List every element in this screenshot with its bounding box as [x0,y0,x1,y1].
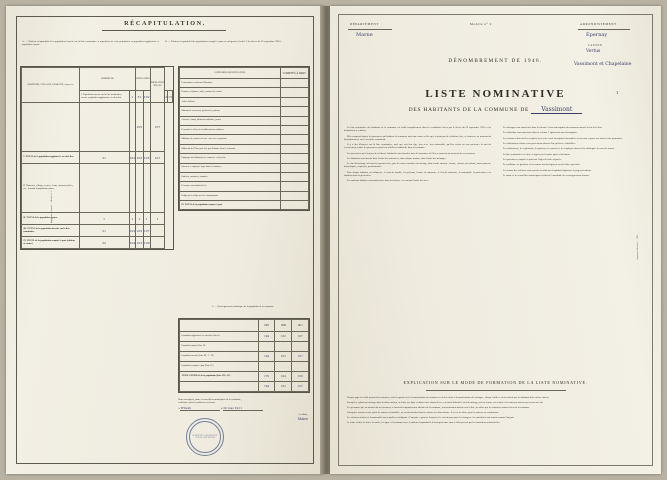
table-cell [79,103,129,152]
stamp-inner: MAIRIE DE VASSIMONT ET CHAPELAINE MARNE [189,421,221,453]
table-row: Population éparse (Part. II) [180,342,259,352]
table-cell: 107 [292,352,309,362]
table-cell [136,164,143,213]
departement-label: DÉPARTEMENT [350,22,379,26]
right-page-side-note: Imprimerie Nationale. — 1946. [637,234,639,260]
table-cell: 15 [168,91,173,103]
instructions-body [344,126,647,366]
table-row [180,382,259,392]
instruction-paragraph: Les indications relatives aux professions doivent être précises et détaillées. [503,142,576,146]
table-statistics [178,318,310,393]
commune-value-header: Vassimont et Chapelaine [574,62,632,67]
tableA-header-population: POPULATION [136,68,151,91]
arrondissement-value: Épernay [586,32,608,38]
tableA-header-localities: COMPTOIRS, VILLAGES, HAMEAUX, écarts, etc. [22,68,80,103]
table-cell [79,164,129,213]
certification-block [178,398,308,421]
table-cell [280,107,308,116]
table-row: Asiles d'aliénés [180,97,281,106]
instruction-paragraph: Le maire et les conseillers municipaux certifient l'exactitude des renseignements fournis. [503,174,590,178]
table-cell [129,164,136,213]
departement-value: Marne [356,32,373,38]
arrondissement-rule [578,29,630,30]
table-cell: 194 [258,352,275,362]
table-cell: 107 [292,332,309,342]
departement-rule [348,29,392,30]
table-row: II. TOTAL de la population éparse [22,213,80,225]
table-cell: 107 [143,225,150,237]
recap-intro-b: B. — Tableau récapitulatif des populations comptée à part ou catégories (Article 3 du décret du 29 septembre 1905). [164,40,282,43]
table-cell [275,362,292,372]
explication-paragraph: Le maire vérifie les listes, les arrête, les signe et les transmet avec le tableau récapitulatif à la sous-préfecture dans le délai prescrit par les instructions ministérielles. [347,421,501,425]
tableC-header-blank [180,320,259,332]
table-cell: 31 [136,91,143,103]
table-cell [129,103,136,152]
table-cell: 104 [275,372,292,382]
table-row: Population inscrite (Part. III + I + II) [180,352,259,362]
table-cell: 105 [136,103,143,152]
table-cell [280,163,308,172]
instruction-paragraph: Les personnes comptées à part font l'objet de listes séparées. [503,158,562,162]
table-cell [292,362,309,372]
signature-value: Maire [297,417,308,421]
table-counted-apart [178,66,310,211]
instruction-paragraph: Les personnes qui n'ont pas de résidence habituelle sont inscrites dans la commune où elles se trouvent au moment du recensement. [347,151,476,155]
table-cell: 107 [150,103,165,152]
instruction-paragraph: Elle comprend toutes les personnes qui habitent la commune ainsi que toutes celles qui, n'ayant pas de résidence fixe, se trouvent, au moment du dénombrement, sur le territoire communal. [344,134,491,141]
table-cell [280,135,308,144]
table-cell [280,191,308,200]
table-row: Militaires des armées de terre et de mer en garnison [180,135,281,144]
table-cell [150,164,165,213]
instruction-paragraph: Pour chaque habitant, on indiquera : le nom de famille, les prénoms, l'année de naissance, le lieu de naissance, la nationalité, la profession et la situation dans la profession. [344,170,491,177]
table-cell [150,237,165,249]
table-row [22,103,80,152]
explication-title: EXPLICATION SUR LE MODE DE FORMATION DE LA LISTE NOMINATIVE. [403,380,588,385]
table-cell: 31 [79,152,129,164]
explication-paragraph: Chaque page de feuille portant deux numéros, celui de gauche sert à la numérotation des maisons et celui de droite à la numérotation des ménages ; chaque feuille ne doit contenir que les habitants d'une même maison. [347,396,549,399]
table-row: Religieux et religieuses des communautés [180,191,281,200]
table-cell: 102 [275,382,292,392]
table-cell [275,342,292,352]
tableA-header-nombre: NOMBRE DE [79,68,136,91]
tableB-total-label: IV. TOTAL de la population comptée à part [180,201,281,210]
table-cell: 194 [258,382,275,392]
table-cell: 107 [292,382,309,392]
table-cell: 1 [136,213,143,225]
instruction-paragraph: Les individus sont numérotés dans la colonne 3 également sans interruption. [503,131,578,135]
table-cell [280,79,308,88]
instruction-paragraph: Les colonnes doivent être remplies avec soin : toute inscription incomplète ou inexacte expose son auteur à des poursuites. [503,136,623,140]
page-title: LISTE NOMINATIVE [425,88,566,100]
table-cell: 109 [143,237,150,249]
table-row: II. Hameaux, villages, fermes, écarts, maisons isolées, etc., formant la population éparse [22,164,80,213]
explication-paragraph: Les personnes qui, au moment du recensement, se trouvent temporairement absentes de la commune, sont néanmoins inscrites sur la liste, de même que les enfants en nourrice hors de la commune. [347,406,530,410]
table-row: Population agglomérée au chef-lieu (Part. I) [180,332,259,342]
table-cell [292,342,309,352]
table-row: Maisons de correction, pénitenciers, prisons [180,107,281,116]
right-page [330,6,661,474]
title-rule [102,30,226,31]
table-row: Ouvriers et employés logés dans les chantiers [180,163,281,172]
explication-paragraph: Les colonnes relatives à la nationalité sont remplies en indiquant « Française » pour les Français et le nom du pays pour les étrangers ; les naturalisés sont inscrits comme Français. [347,416,514,420]
certification-line1: Nous soussignés, maire et conseillers municipaux de la commune, [178,398,242,401]
canton-label: CANTON [588,44,603,47]
table-cell [258,362,275,372]
table-cell: 32 [79,237,129,249]
page-subtitle [330,106,661,113]
left-page-side-note: Imprimerie Nationale. — Modèle n° 2. [51,190,53,224]
table-cell: 107 [150,152,165,164]
instruction-paragraph: Les maisons habitées sont numérotées dans la colonne 1 en suivant l'ordre des rues. [347,179,429,183]
table-row: Bâtiments de l'État ayant leur port d'attache dans la commune [180,144,281,153]
table-cell [143,164,150,213]
subtitle-prefix: DES HABITANTS DE LA COMMUNE DE [408,107,530,113]
table-row: TOTAL GÉNÉRAL de la population (Part. III + IV) [180,372,259,382]
explication-rule [426,390,566,391]
table-row: Pensionnats et maisons d'éducation [180,79,281,88]
tableC-header-1906: 1906 [275,320,292,332]
table-cell: 102 [275,332,292,342]
table-cell [280,172,308,181]
page-number: 1 [616,90,619,95]
instruction-paragraph: La liste nominative des habitants de la commune est établi complètement dans les conditions fixées par le décret du 29 septembre 1905 et les instructions y relatives. [344,126,491,133]
explication-paragraph: Lorsqu'il y a plusieurs ménages dans la même maison, on laisse une ligne en blanc entre chacun d'eux ; on inscrit d'abord le chef du ménage, puis sa femme, ses enfants et les autres personnes qui vivent avec lui. [347,401,544,405]
tableC-caption: C. — Renseignements statistiques de la population de la commune. [212,306,274,308]
tableB-header-categories: CATÉGORIES DE POPULATION. [180,68,281,79]
instruction-paragraph: Les militaires en garnison et les marins inscrits figurent sur des listes spéciales. [503,163,581,167]
instruction-paragraph: Le chef du ménage est inscrit en premier lieu, puis les autres membres du ménage, dans l'ordre suivant : femme, enfants, ascendants, autres parents, domestiques, employés, pensionnaires. [344,162,491,169]
arrondissement-label: ARRONDISSEMENT [580,22,617,26]
table-row: Hospices, hôpitaux, asiles, maisons de retraite [180,88,281,97]
table-cell [280,182,308,191]
explication-paragraph: Lorsqu'une maison ou une partie de maison est inhabitée, on en fait mention dans la colonne des observations ; il en est de même pour les maisons en construction. [347,411,499,415]
table-cell: 105 [136,225,143,237]
table-population-summary [20,66,174,250]
table-row: I. TOTAL de la population agglomérée au chef-lieu [22,152,80,164]
date-label: le [220,407,223,410]
table-cell: 1 [79,213,129,225]
table-cell: 1 [129,213,136,225]
place-value: THAAS [180,407,220,411]
table-cell [280,154,308,163]
table-cell: 102 [129,152,136,164]
tableC-header-1901: 1901 [258,320,275,332]
instruction-paragraph: Les ménages sont numérotés dans la colonne 2 sans interruption du commencement à la fin de la liste. [503,126,603,129]
explication-body [344,396,647,426]
left-page [6,6,324,474]
table-cell [258,342,275,352]
table-cell [280,97,308,106]
table-row: Casernes, camps, bâtiments militaires, postes [180,116,281,125]
table-cell: 104 [129,237,136,249]
recap-intro-a: A. — Tableau récapitulatif de la population inscrite sur la liste nominative et répartition de cette population en population agglomérée et population éparse. [22,40,160,47]
table-cell: 102 [129,225,136,237]
table-cell: 179 [258,372,275,382]
place-label: A [178,407,180,410]
table-cell [280,125,308,134]
instruction-paragraph: Les totaux des colonnes sont reportés au tableau récapitulatif figurant à la page précédente. [503,168,592,172]
table-row: Personnel et élèves des établissements militaires [180,125,281,134]
table-cell: 102 [275,352,292,362]
instruction-paragraph: Les habitants sont inscrits dans l'ordre des maisons et, dans chaque maison, dans l'ordre des ménages. [347,156,447,160]
table-cell: 1 [129,91,136,103]
table-cell: 105 [136,152,143,164]
date-value: 20 mai 1911 [223,407,263,411]
denombrement-heading: DÉNOMBREMENT DE 1946. [448,58,543,64]
table-row: IV. TOTAL de la population comptée à part (tableau ci-contre) [22,237,80,249]
table-cell [143,103,150,152]
table-cell: 105 [143,152,150,164]
instruction-paragraph: Les cultivateurs, les exploitants, les patrons, les ouvriers et les employés doivent être distingués les uns des autres. [503,147,615,151]
table-cell: 102 [143,91,150,103]
table-row: III. TOTAL de la population inscrite sur la liste nominative [22,225,80,237]
table-row: Personnes sans domicile fixe [180,182,281,191]
table-cell: 194 [258,332,275,342]
table-cell: 102 [136,237,143,249]
tableB-total-value [280,201,308,210]
canton-value: Vertus [586,49,601,54]
table-cell: 1 [150,213,165,225]
table-row: I. Population inscrite sur la liste nominative, savoir : population agglomérée au chef-lieu [79,91,129,103]
signature-label: Le Maire, [298,413,308,416]
table-cell: 31 [79,225,129,237]
instruction-paragraph: Il y a lieu d'inscrire sur la liste nominative, quel que soit leur âge, leur sexe, leur nationalité, qu'elles soient ou non présentes la nuit du recensement, toutes les personnes ayant leur résidence habituelle dans la commune. [344,143,491,150]
tableB-header-counted: COMPTÉS À PART [280,68,308,79]
table-cell [280,88,308,97]
table-cell: 109 [292,372,309,382]
table-cell: 2 [165,91,168,103]
tableC-header-1911: 1911 [292,320,309,332]
table-cell [280,144,308,153]
table-row: Bateliers, mariniers, nomades [180,172,281,181]
table-cell [280,116,308,125]
instruction-paragraph: La liste nominative est close et signée par le maire après vérification. [503,152,571,156]
certification-line2: certifions exacts les tableaux ci-dessus. [178,401,216,404]
modele-label: Modèle n° 2 [470,22,492,26]
recap-intro [22,40,308,46]
table-row: Population comptée à part (Part. IV) [180,362,259,372]
mairie-stamp [186,418,224,456]
recapitulation-title: RÉCAPITULATION. [124,20,206,27]
table-row: Équipages des bâtiments de commerce et de pêche [180,154,281,163]
tableA-header-total: POPULATION TOTALE [150,68,165,103]
table-cell [150,225,165,237]
table-cell: 1 [143,213,150,225]
commune-name: Vassimont [531,106,582,114]
